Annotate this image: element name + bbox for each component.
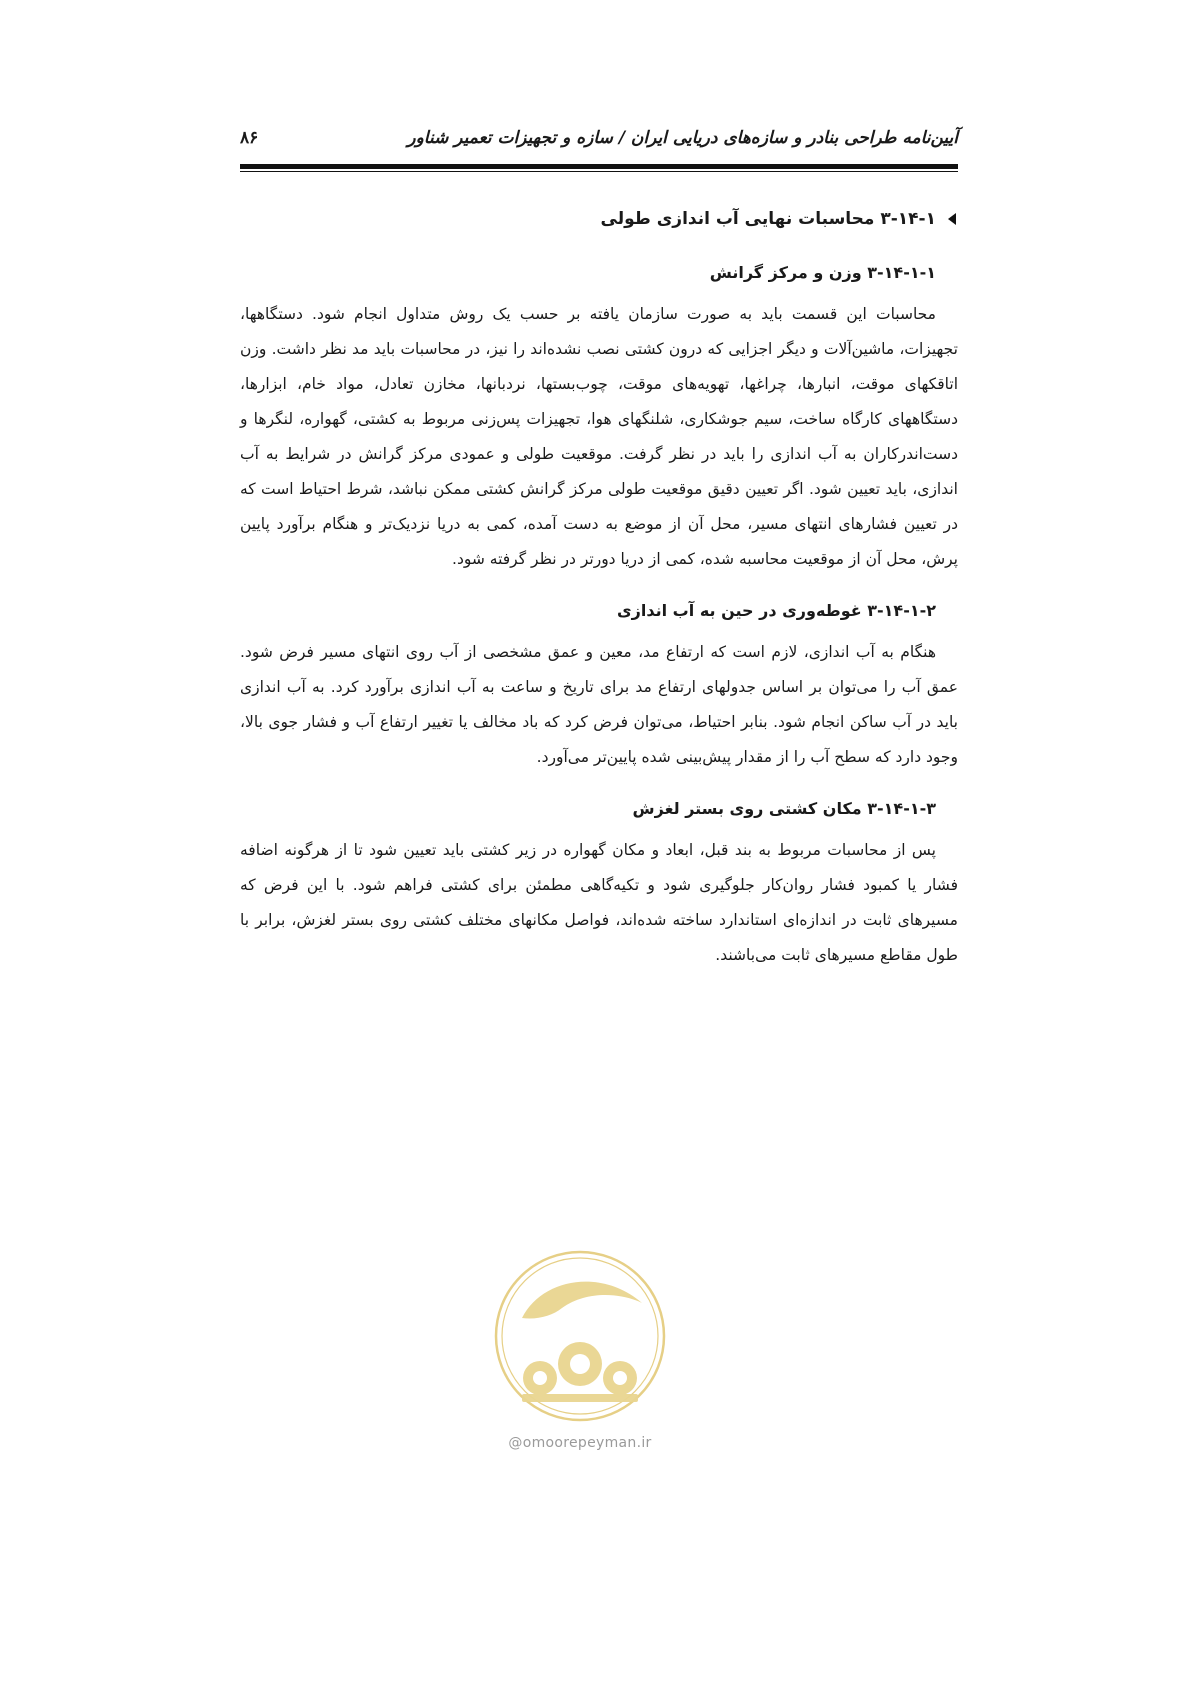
running-header — [240, 118, 958, 162]
page-content — [240, 205, 958, 987]
watermark-url: @omoorepeyman.ir — [508, 1435, 652, 1451]
watermark-logo — [492, 1248, 668, 1424]
header-rule-thin — [240, 171, 958, 172]
subsection-heading-3: ۳-۱۴-۱-۳ مکان کشتی روی بستر لغزش — [632, 799, 936, 818]
triangle-bullet-icon — [948, 213, 956, 225]
page-number: ۸۶ — [240, 128, 259, 148]
header-title: آیین‌نامه طراحی بنادر و سازه‌های دریایی ایران / سازه و تجهیزات تعمیر شناور — [407, 128, 958, 148]
section-heading-text: ۳-۱۴-۱ محاسبات نهایی آب اندازی طولی — [600, 209, 936, 229]
header-rule-thick — [240, 164, 958, 169]
subsection-heading-1: ۳-۱۴-۱-۱ وزن و مرکز گرانش — [709, 263, 936, 282]
subsection-paragraph-2: هنگام به آب اندازی، لازم است که ارتفاع مد، معین و عمق مشخصی از آب روی انتهای مسیر فرض شود. عمق آب را می‌توان بر اساس جدولهای ارتفاع مد برای تاریخ و ساعت به آب اندازی برآورد کرد. به آب اندازی باید در آب ساکن انجام شود. بنابر احتیاط، می‌توان فرض کرد که باد مخالف یا تغییر ارتفاع آب و فشار جوی بالا، وجود دارد که سطح آب را از مقدار پیش‌بینی شده پایین‌تر می‌آورد. — [240, 643, 958, 766]
subsection-heading-2: ۳-۱۴-۱-۲ غوطه‌وری در حین به آب اندازی — [617, 601, 936, 620]
subsection-paragraph-1: محاسبات این قسمت باید به صورت سازمان یافته بر حسب یک روش متداول انجام شود. دستگاهها، تجهیزات، ماشین‌آلات و دیگر اجزایی که درون کشتی نصب نشده‌اند را نیز، در محاسبات باید مد نظر داشت. وزن اتاقکهای موقت، انبارها، چراغها، تهویه‌های موقت، چوب‌بستها، نردبانها، مخازن تعادل، مواد خام، ابزارها، دستگاههای کارگاه ساخت، سیم جوشکاری، شلنگهای هوا، تجهیزات پس‌زنی مربوط به کشتی، گهواره، لنگرها و دست‌اندرکاران به آب اندازی را باید در نظر گرفت. موقعیت طولی و عمودی مرکز گرانش در شرایط به آب اندازی، باید تعیین شود. اگر تعیین دقیق موقعیت طولی مرکز گرانش کشتی ممکن نباشد، شرط احتیاط است که در تعیین فشارهای انتهای مسیر، محل آن از موضع به دست آمده، کمی به دریا نزدیک‌تر و هنگام برآورد پایین پرش، محل آن از موقعیت محاسبه شده، کمی از دریا دورتر در نظر گرفته شود. — [240, 305, 958, 568]
section-heading — [240, 205, 958, 233]
subsection-paragraph-3: پس از محاسبات مربوط به بند قبل، ابعاد و مکان گهواره در زیر کشتی باید تعیین شود تا از هرگونه اضافه فشار یا کمبود فشار روان‌کار جلوگیری شود و تکیه‌گاهی مطمئن برای کشتی فراهم شود. با این فرض که مسیرهای ثابت در اندازه‌ای استاندارد ساخته شده‌اند، فواصل مکانهای مختلف کشتی روی بستر لغزش، برابر با طول مقاطع مسیرهای ثابت می‌باشند. — [240, 841, 958, 964]
